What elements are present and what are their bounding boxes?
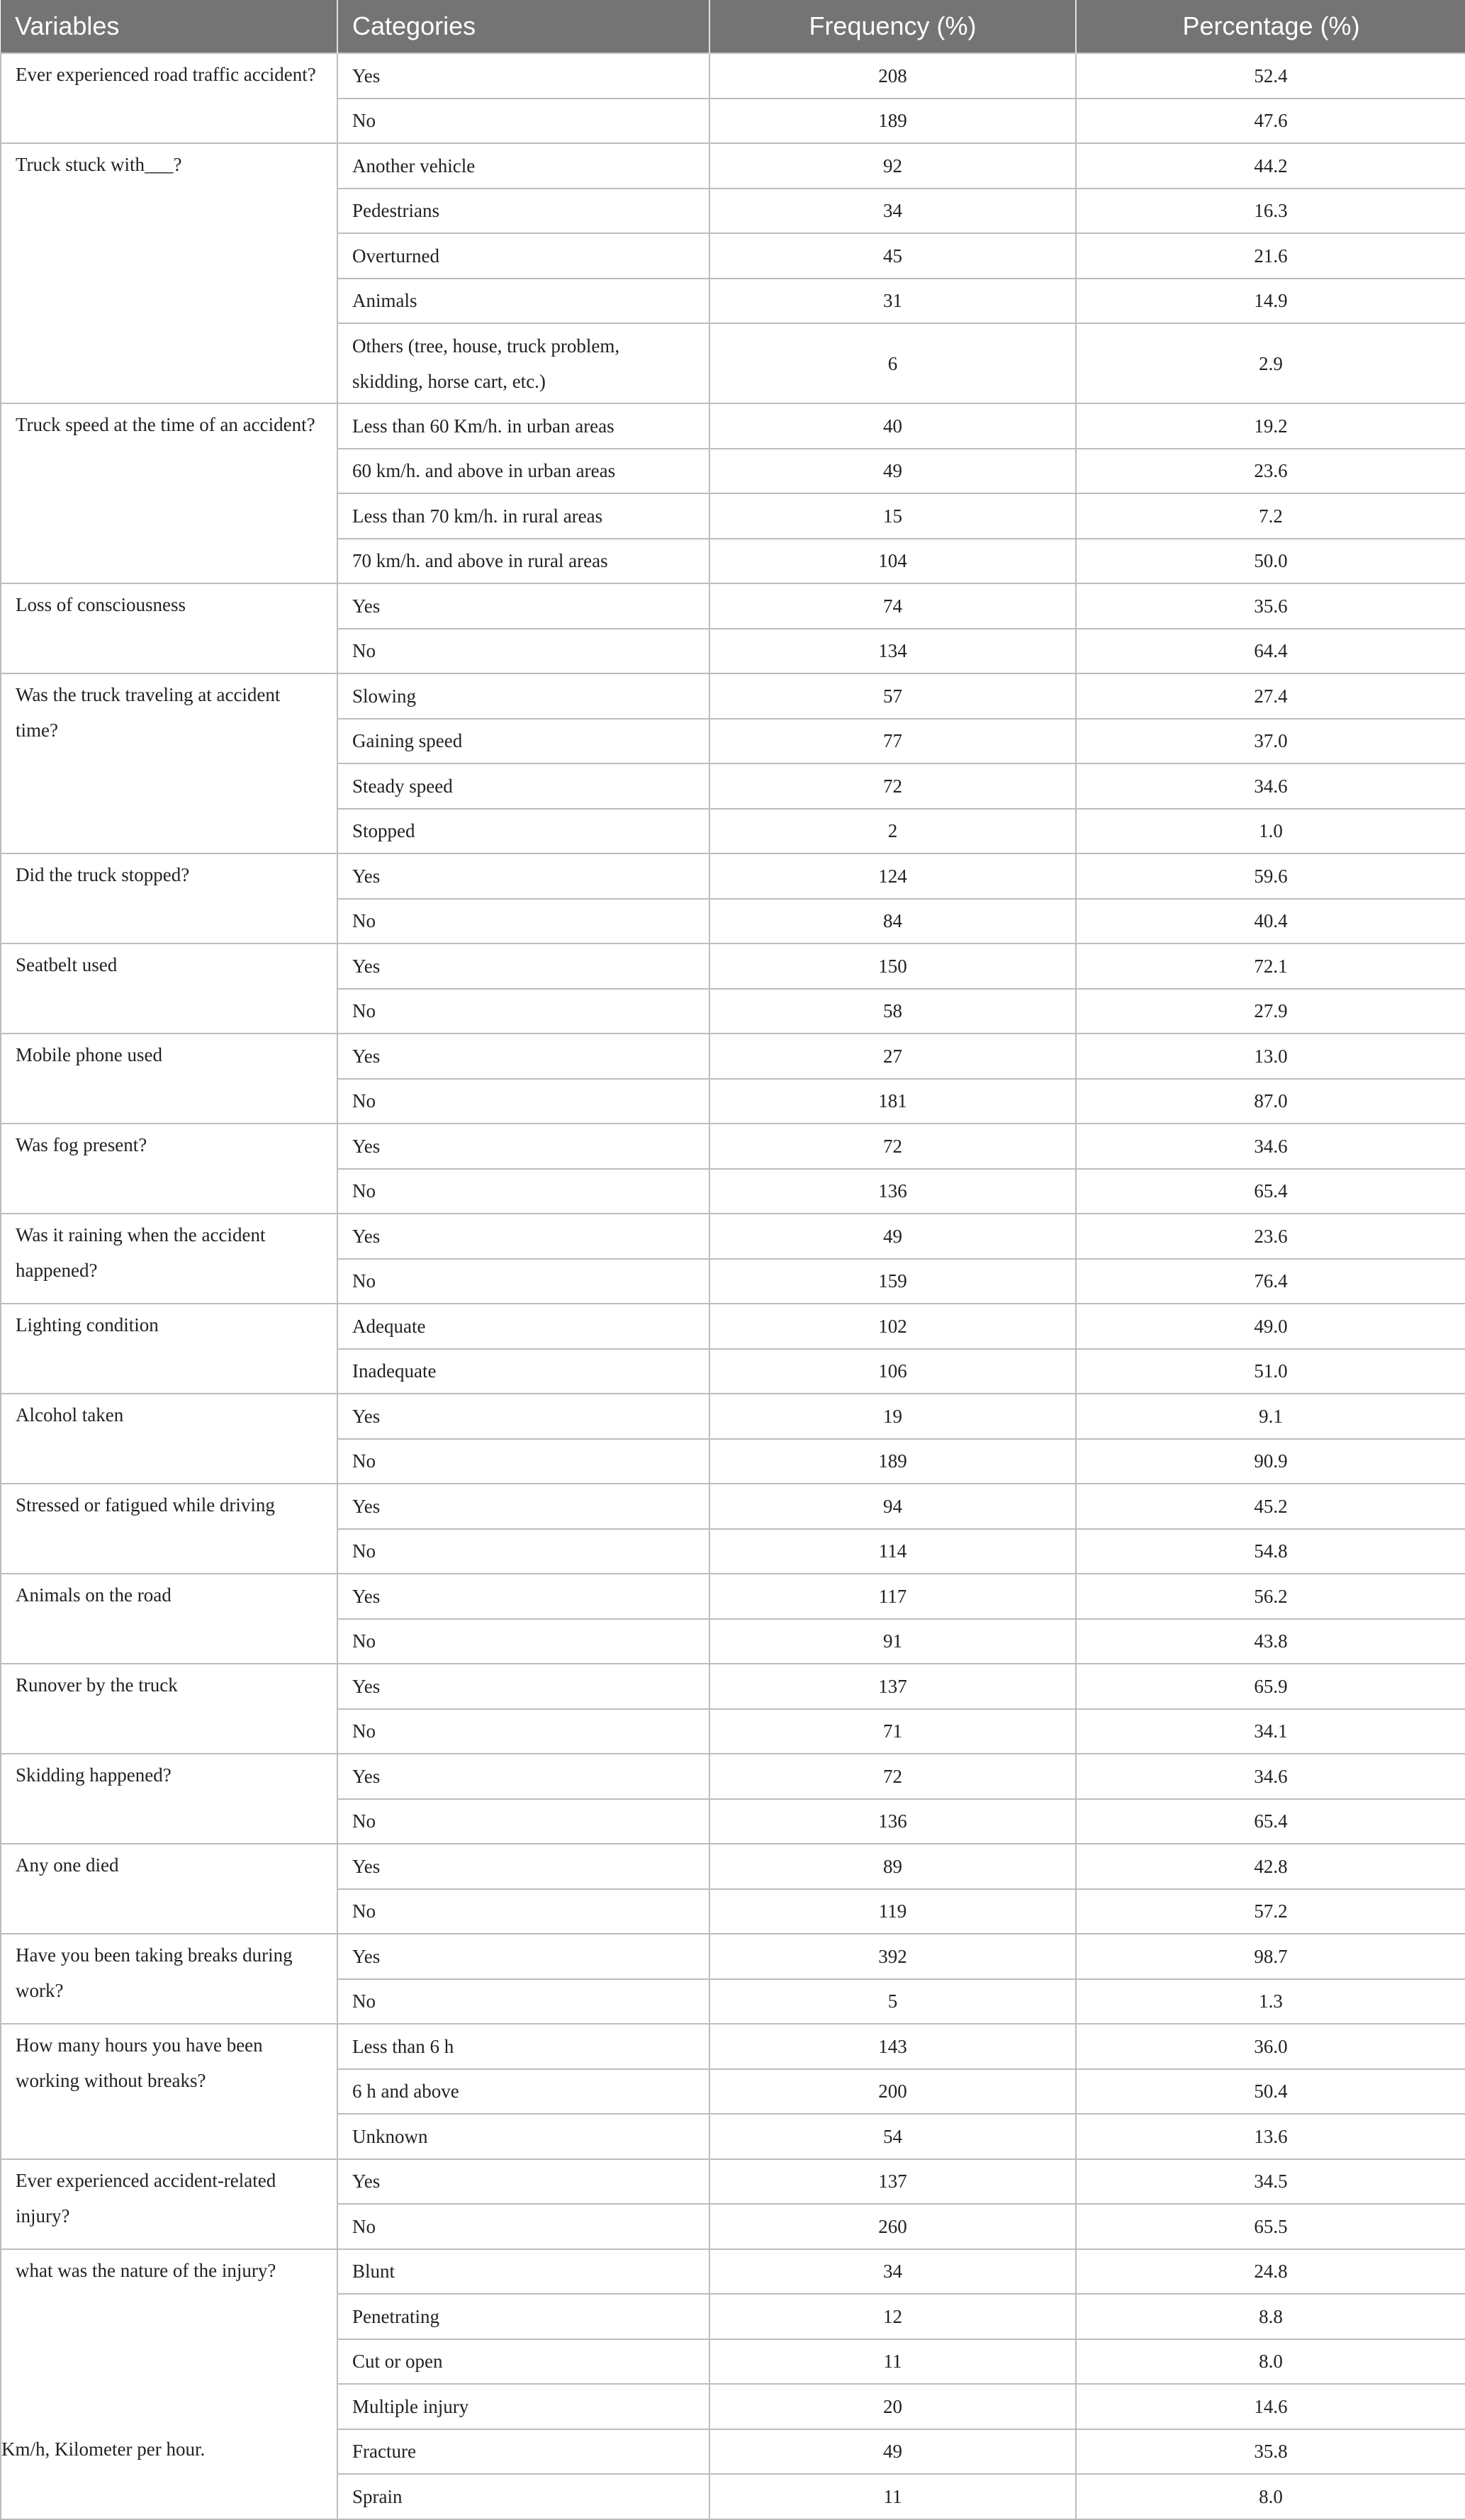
variable-cell: Ever experienced accident-related injury?	[1, 2159, 337, 2249]
variable-cell: Seatbelt used	[1, 943, 337, 1034]
table-row	[1, 1754, 1465, 1799]
variable-cell: Animals on the road	[1, 1574, 337, 1664]
category-cell: Fracture	[337, 2429, 709, 2475]
category-cell: No	[337, 629, 709, 674]
percentage-cell: 54.8	[1076, 1529, 1465, 1574]
variable-cell: Stressed or fatigued while driving	[1, 1484, 337, 1574]
header-frequency: Frequency (%)	[709, 0, 1076, 53]
table-row	[1, 1574, 1465, 1619]
frequency-cell: 91	[709, 1619, 1076, 1664]
frequency-cell: 11	[709, 2474, 1076, 2519]
frequency-cell: 189	[709, 1439, 1076, 1484]
frequency-cell: 20	[709, 2384, 1076, 2429]
variable-cell: Was it raining when the accident happened?	[1, 1214, 337, 1304]
frequency-cell: 71	[709, 1709, 1076, 1754]
frequency-cell: 114	[709, 1529, 1076, 1574]
frequency-cell: 104	[709, 539, 1076, 584]
category-cell: No	[337, 989, 709, 1034]
category-cell: No	[337, 99, 709, 144]
frequency-cell: 74	[709, 583, 1076, 629]
variable-cell: Mobile phone used	[1, 1034, 337, 1124]
frequency-cell: 54	[709, 2114, 1076, 2159]
table-footnote: Km/h, Kilometer per hour.	[1, 2438, 206, 2460]
frequency-cell: 136	[709, 1799, 1076, 1844]
frequency-cell: 27	[709, 1034, 1076, 1079]
category-cell: Yes	[337, 1214, 709, 1259]
frequency-cell: 102	[709, 1304, 1076, 1349]
category-cell: Penetrating	[337, 2294, 709, 2339]
table-row	[1, 1034, 1465, 1079]
variable-cell: Did the truck stopped?	[1, 853, 337, 943]
percentage-cell: 65.9	[1076, 1664, 1465, 1709]
percentage-cell: 52.4	[1076, 53, 1465, 99]
percentage-cell: 47.6	[1076, 99, 1465, 144]
percentage-cell: 51.0	[1076, 1349, 1465, 1394]
category-cell: Yes	[337, 1574, 709, 1619]
percentage-cell: 34.5	[1076, 2159, 1465, 2205]
table-row	[1, 1664, 1465, 1709]
category-cell: Yes	[337, 1664, 709, 1709]
category-cell: No	[337, 1439, 709, 1484]
percentage-cell: 1.0	[1076, 809, 1465, 854]
table-row	[1, 53, 1465, 99]
percentage-cell: 35.8	[1076, 2429, 1465, 2475]
category-cell: Others (tree, house, truck problem, skidding, horse cart, etc.)	[337, 323, 709, 403]
category-cell: Overturned	[337, 233, 709, 279]
variable-cell: How many hours you have been working without breaks?	[1, 2024, 337, 2159]
percentage-cell: 59.6	[1076, 853, 1465, 899]
frequency-cell: 189	[709, 99, 1076, 144]
percentage-cell: 24.8	[1076, 2249, 1465, 2295]
percentage-cell: 64.4	[1076, 629, 1465, 674]
percentage-cell: 36.0	[1076, 2024, 1465, 2069]
category-cell: No	[337, 1979, 709, 2025]
frequency-cell: 72	[709, 1124, 1076, 1169]
category-cell: Yes	[337, 583, 709, 629]
table-body	[1, 53, 1465, 2519]
percentage-cell: 34.6	[1076, 1124, 1465, 1169]
frequency-cell: 392	[709, 1934, 1076, 1979]
category-cell: Yes	[337, 853, 709, 899]
percentage-cell: 7.2	[1076, 493, 1465, 539]
frequency-cell: 40	[709, 403, 1076, 449]
category-cell: 60 km/h. and above in urban areas	[337, 449, 709, 494]
percentage-cell: 23.6	[1076, 1214, 1465, 1259]
category-cell: Cut or open	[337, 2339, 709, 2385]
variable-cell: Lighting condition	[1, 1304, 337, 1394]
header-categories: Categories	[337, 0, 709, 53]
frequency-cell: 159	[709, 1259, 1076, 1304]
percentage-cell: 34.1	[1076, 1709, 1465, 1754]
variable-cell: Was the truck traveling at accident time?	[1, 673, 337, 853]
percentage-cell: 27.9	[1076, 989, 1465, 1034]
frequency-cell: 49	[709, 449, 1076, 494]
percentage-cell: 2.9	[1076, 323, 1465, 403]
percentage-cell: 1.3	[1076, 1979, 1465, 2025]
table-row	[1, 673, 1465, 719]
category-cell: Another vehicle	[337, 143, 709, 189]
percentage-cell: 14.9	[1076, 279, 1465, 324]
percentage-cell: 49.0	[1076, 1304, 1465, 1349]
category-cell: Blunt	[337, 2249, 709, 2295]
percentage-cell: 65.4	[1076, 1799, 1465, 1844]
percentage-cell: 8.0	[1076, 2339, 1465, 2385]
percentage-cell: 44.2	[1076, 143, 1465, 189]
percentage-cell: 19.2	[1076, 403, 1465, 449]
category-cell: No	[337, 899, 709, 944]
category-cell: Yes	[337, 1754, 709, 1799]
percentage-cell: 14.6	[1076, 2384, 1465, 2429]
variable-cell: Ever experienced road traffic accident?	[1, 53, 337, 143]
frequency-cell: 15	[709, 493, 1076, 539]
percentage-cell: 45.2	[1076, 1484, 1465, 1529]
category-cell: Yes	[337, 1484, 709, 1529]
category-cell: Yes	[337, 1034, 709, 1079]
frequency-cell: 5	[709, 1979, 1076, 2025]
frequency-cell: 137	[709, 2159, 1076, 2205]
category-cell: No	[337, 1889, 709, 1934]
frequency-cell: 150	[709, 943, 1076, 989]
category-cell: Yes	[337, 943, 709, 989]
frequency-cell: 19	[709, 1394, 1076, 1439]
variable-cell: Alcohol taken	[1, 1394, 337, 1484]
table-row	[1, 2024, 1465, 2069]
percentage-cell: 65.4	[1076, 1169, 1465, 1214]
category-cell: Steady speed	[337, 763, 709, 809]
category-cell: Yes	[337, 2159, 709, 2205]
table-row	[1, 143, 1465, 189]
table-row	[1, 1394, 1465, 1439]
frequency-cell: 137	[709, 1664, 1076, 1709]
frequency-cell: 106	[709, 1349, 1076, 1394]
frequency-cell: 57	[709, 673, 1076, 719]
category-cell: 6 h and above	[337, 2069, 709, 2115]
percentage-cell: 21.6	[1076, 233, 1465, 279]
variable-cell: Runover by the truck	[1, 1664, 337, 1754]
frequency-cell: 34	[709, 2249, 1076, 2295]
percentage-cell: 34.6	[1076, 763, 1465, 809]
percentage-cell: 37.0	[1076, 719, 1465, 764]
percentage-cell: 57.2	[1076, 1889, 1465, 1934]
percentage-cell: 56.2	[1076, 1574, 1465, 1619]
table-row	[1, 403, 1465, 449]
category-cell: Yes	[337, 1934, 709, 1979]
variable-cell: Was fog present?	[1, 1124, 337, 1214]
percentage-cell: 50.0	[1076, 539, 1465, 584]
frequency-cell: 11	[709, 2339, 1076, 2385]
category-cell: Pedestrians	[337, 189, 709, 234]
frequency-cell: 72	[709, 763, 1076, 809]
percentage-cell: 34.6	[1076, 1754, 1465, 1799]
variable-cell: Skidding happened?	[1, 1754, 337, 1844]
percentage-cell: 27.4	[1076, 673, 1465, 719]
frequency-cell: 134	[709, 629, 1076, 674]
table-row	[1, 2249, 1465, 2295]
frequency-cell: 92	[709, 143, 1076, 189]
frequency-cell: 119	[709, 1889, 1076, 1934]
frequency-cell: 77	[709, 719, 1076, 764]
percentage-cell: 87.0	[1076, 1079, 1465, 1124]
table-row	[1, 1124, 1465, 1169]
header-row	[1, 0, 1465, 53]
percentage-cell: 13.6	[1076, 2114, 1465, 2159]
frequency-cell: 117	[709, 1574, 1076, 1619]
frequency-cell: 31	[709, 279, 1076, 324]
category-cell: Animals	[337, 279, 709, 324]
frequency-cell: 58	[709, 989, 1076, 1034]
frequency-cell: 200	[709, 2069, 1076, 2115]
category-cell: No	[337, 2204, 709, 2249]
frequency-cell: 94	[709, 1484, 1076, 1529]
category-cell: Unknown	[337, 2114, 709, 2159]
percentage-cell: 16.3	[1076, 189, 1465, 234]
table-row	[1, 1214, 1465, 1259]
variable-cell: Any one died	[1, 1844, 337, 1934]
percentage-cell: 90.9	[1076, 1439, 1465, 1484]
category-cell: No	[337, 1619, 709, 1664]
percentage-cell: 65.5	[1076, 2204, 1465, 2249]
variable-cell: Have you been taking breaks during work?	[1, 1934, 337, 2024]
table-row	[1, 583, 1465, 629]
category-cell: No	[337, 1709, 709, 1754]
frequency-cell: 260	[709, 2204, 1076, 2249]
category-cell: Less than 60 Km/h. in urban areas	[337, 403, 709, 449]
category-cell: Yes	[337, 1394, 709, 1439]
percentage-cell: 76.4	[1076, 1259, 1465, 1304]
frequency-cell: 12	[709, 2294, 1076, 2339]
frequency-cell: 143	[709, 2024, 1076, 2069]
frequency-cell: 136	[709, 1169, 1076, 1214]
percentage-cell: 72.1	[1076, 943, 1465, 989]
category-cell: Less than 70 km/h. in rural areas	[337, 493, 709, 539]
category-cell: No	[337, 1529, 709, 1574]
category-cell: Multiple injury	[337, 2384, 709, 2429]
frequency-cell: 208	[709, 53, 1076, 99]
category-cell: Yes	[337, 53, 709, 99]
table-row	[1, 853, 1465, 899]
percentage-cell: 35.6	[1076, 583, 1465, 629]
frequency-cell: 72	[709, 1754, 1076, 1799]
percentage-cell: 8.0	[1076, 2474, 1465, 2519]
percentage-cell: 40.4	[1076, 899, 1465, 944]
category-cell: Sprain	[337, 2474, 709, 2519]
category-cell: No	[337, 1169, 709, 1214]
category-cell: 70 km/h. and above in rural areas	[337, 539, 709, 584]
table-row	[1, 2159, 1465, 2205]
category-cell: Adequate	[337, 1304, 709, 1349]
variable-cell: what was the nature of the injury?	[1, 2249, 337, 2519]
category-cell: Yes	[337, 1844, 709, 1889]
category-cell: No	[337, 1079, 709, 1124]
percentage-cell: 13.0	[1076, 1034, 1465, 1079]
table-row	[1, 943, 1465, 989]
header-percentage: Percentage (%)	[1076, 0, 1465, 53]
variable-cell: Loss of consciousness	[1, 583, 337, 673]
table-row	[1, 1304, 1465, 1349]
frequency-cell: 124	[709, 853, 1076, 899]
frequency-cell: 84	[709, 899, 1076, 944]
category-cell: Slowing	[337, 673, 709, 719]
frequency-cell: 2	[709, 809, 1076, 854]
table-row	[1, 1844, 1465, 1889]
table-row	[1, 1484, 1465, 1529]
frequency-cell: 45	[709, 233, 1076, 279]
variable-cell: Truck stuck with___?	[1, 143, 337, 403]
variable-cell: Truck speed at the time of an accident?	[1, 403, 337, 583]
frequency-cell: 49	[709, 2429, 1076, 2475]
frequency-cell: 49	[709, 1214, 1076, 1259]
frequency-cell: 6	[709, 323, 1076, 403]
category-cell: Stopped	[337, 809, 709, 854]
category-cell: Inadequate	[337, 1349, 709, 1394]
percentage-cell: 8.8	[1076, 2294, 1465, 2339]
percentage-cell: 9.1	[1076, 1394, 1465, 1439]
category-cell: Gaining speed	[337, 719, 709, 764]
category-cell: Yes	[337, 1124, 709, 1169]
header-variables: Variables	[1, 0, 337, 53]
table-header	[1, 0, 1465, 53]
percentage-cell: 50.4	[1076, 2069, 1465, 2115]
category-cell: Less than 6 h	[337, 2024, 709, 2069]
category-cell: No	[337, 1799, 709, 1844]
percentage-cell: 43.8	[1076, 1619, 1465, 1664]
category-cell: No	[337, 1259, 709, 1304]
table-row	[1, 1934, 1465, 1979]
percentage-cell: 23.6	[1076, 449, 1465, 494]
frequency-cell: 89	[709, 1844, 1076, 1889]
frequency-cell: 181	[709, 1079, 1076, 1124]
percentage-cell: 98.7	[1076, 1934, 1465, 1979]
percentage-cell: 42.8	[1076, 1844, 1465, 1889]
frequency-cell: 34	[709, 189, 1076, 234]
